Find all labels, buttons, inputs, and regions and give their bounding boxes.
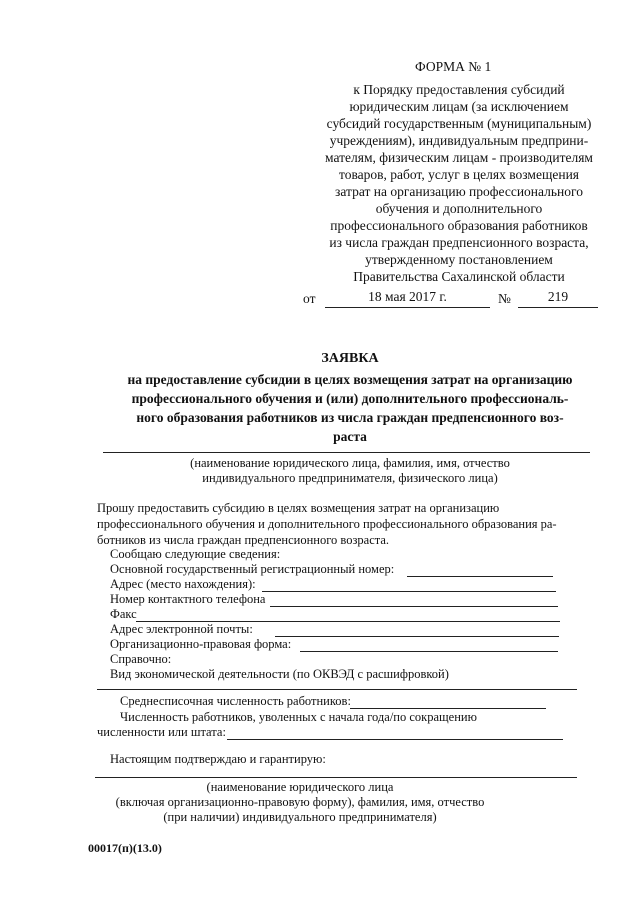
request-line: профессионального обучения и дополнительного профессионального образования ра- xyxy=(97,517,557,531)
subtitle-line: ного образования работников из числа граждан предпенсионного воз- xyxy=(136,410,564,425)
form-number: ФОРМА № 1 xyxy=(415,59,492,74)
approval-line: учреждениям), индивидуальным предприни- xyxy=(329,133,589,148)
address-field[interactable] xyxy=(262,591,556,592)
okved-field[interactable] xyxy=(97,689,577,690)
subtitle-line: раста xyxy=(333,429,367,444)
legal-form-field[interactable] xyxy=(300,651,558,652)
approval-line: субсидий государственным (муниципальным) xyxy=(326,116,592,131)
reference-label: Справочно: xyxy=(110,652,172,666)
approval-line: юридическим лицам (за исключением xyxy=(349,99,569,114)
subtitle-line: на предоставление субсидии в целях возмещения затрат на организацию xyxy=(127,372,573,387)
guarantee-label: Настоящим подтверждаю и гарантирую: xyxy=(110,752,326,766)
applicant-caption xyxy=(150,456,550,486)
date-prefix: от xyxy=(303,291,316,306)
approval-block xyxy=(298,81,620,285)
headcount-field[interactable] xyxy=(350,708,546,709)
request-paragraph xyxy=(97,500,602,548)
fax-label: Факс xyxy=(110,607,137,621)
caption-line: индивидуального предпринимателя, физического лица) xyxy=(202,471,498,485)
guarantee-caption-line: (при наличии) индивидуального предпринимателя) xyxy=(163,810,437,824)
caption-line: (наименование юридического лица, фамилия, имя, отчество xyxy=(190,456,510,470)
fields-intro: Сообщаю следующие сведения: xyxy=(110,547,281,561)
ogrn-field[interactable] xyxy=(407,576,553,577)
document-title: ЗАЯВКА xyxy=(321,351,379,366)
approval-line: к Порядку предоставления субсидий xyxy=(353,82,565,97)
approval-line: обучения и дополнительного xyxy=(375,201,543,216)
ogrn-label: Основной государственный регистрационный номер: xyxy=(110,562,395,576)
approval-line: Правительства Сахалинской области xyxy=(353,269,565,284)
okved-label: Вид экономической деятельности (по ОКВЭД с расшифровкой) xyxy=(110,667,449,681)
document-code: 00017(п)(13.0) xyxy=(88,841,162,855)
approval-line: мателям, физическим лицам - производителям xyxy=(325,150,593,165)
guarantee-caption-line: (включая организационно-правовую форму), фамилия, имя, отчество xyxy=(115,795,485,809)
applicant-name-line[interactable] xyxy=(103,452,590,453)
document-subtitle xyxy=(95,370,605,446)
date-underline xyxy=(325,307,490,308)
dismissed-label-1: Численность работников, уволенных с начала года/по сокращению xyxy=(120,710,477,724)
request-line: ботников из числа граждан предпенсионного возраста. xyxy=(97,533,390,547)
legal-form-label: Организационно-правовая форма: xyxy=(110,637,292,651)
email-label: Адрес электронной почты: xyxy=(110,622,253,636)
subtitle-line: профессионального обучения и (или) дополнительного профессиональ- xyxy=(131,391,569,406)
approval-line: из числа граждан предпенсионного возраста, xyxy=(329,235,589,250)
address-label: Адрес (место нахождения): xyxy=(110,577,256,591)
guarantee-caption-line: (наименование юридического лица xyxy=(206,780,394,794)
dismissed-field[interactable] xyxy=(227,739,563,740)
email-field[interactable] xyxy=(275,636,559,637)
approval-number: 219 xyxy=(547,289,569,304)
approval-line: товаров, работ, услуг в целях возмещения xyxy=(338,167,580,182)
approval-date: 18 мая 2017 г. xyxy=(368,289,447,304)
phone-field[interactable] xyxy=(270,606,558,607)
guarantee-name-line[interactable] xyxy=(95,777,577,778)
approval-line: профессионального образования работников xyxy=(330,218,588,233)
dismissed-label-2: численности или штата: xyxy=(97,725,226,739)
guarantee-caption xyxy=(90,780,510,825)
number-prefix: № xyxy=(498,291,511,306)
approval-line: затрат на организацию профессионального xyxy=(335,184,583,199)
approval-line: утвержденному постановлением xyxy=(365,252,553,267)
request-line: Прошу предоставить субсидию в целях возмещения затрат на организацию xyxy=(97,501,500,515)
number-underline xyxy=(518,307,598,308)
phone-label: Номер контактного телефона xyxy=(110,592,266,606)
headcount-label: Среднесписочная численность работников: xyxy=(120,694,351,708)
